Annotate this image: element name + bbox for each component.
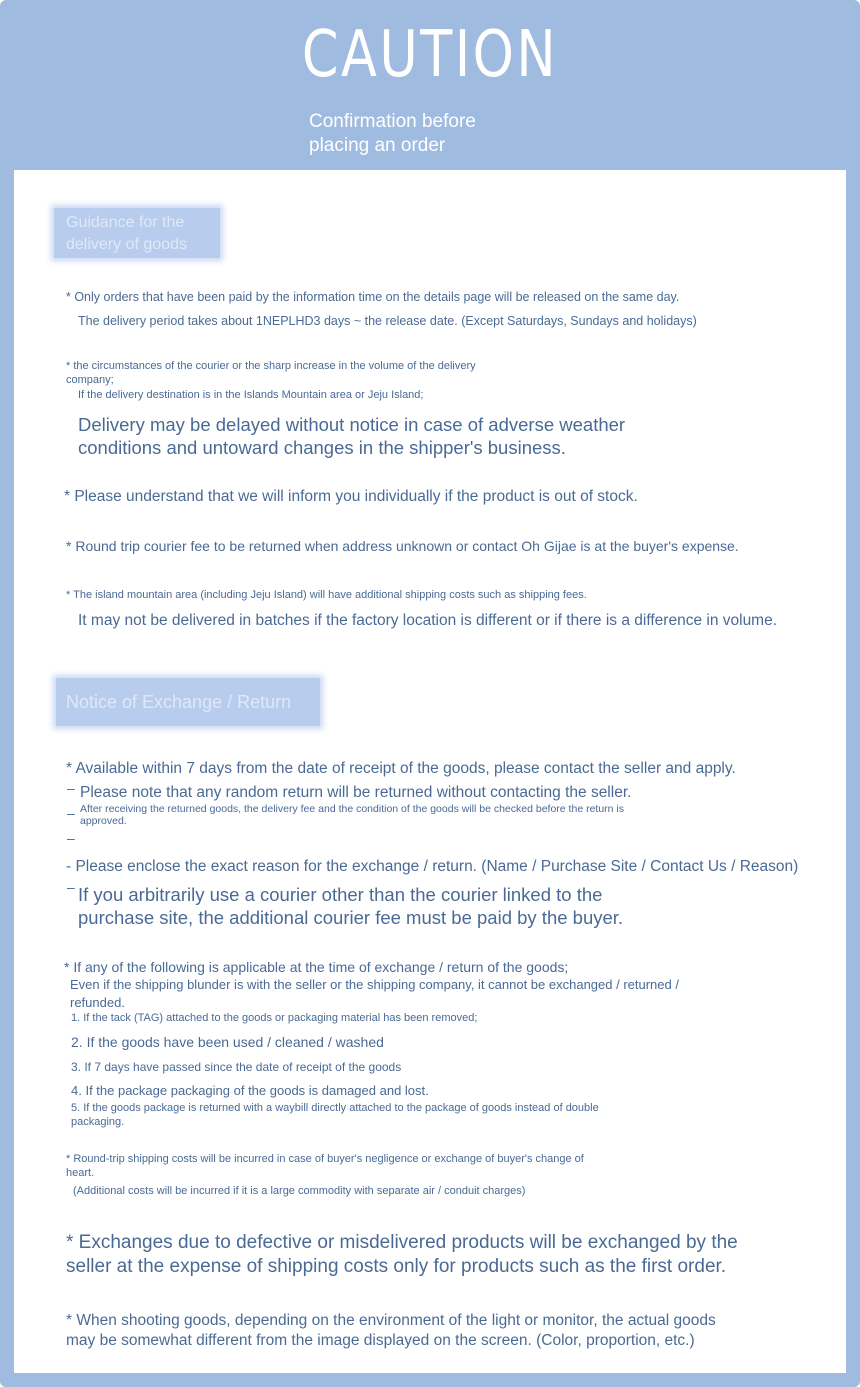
dash-marker-4: – [67, 879, 75, 895]
exchange-photo-note-line-2: may be somewhat different from the image displayed on the screen. (Color, proportion, etc.) [66, 1332, 695, 1349]
delivery-item-2-emphasis-line-2: conditions and untoward changes in the shipper's business. [78, 437, 566, 458]
exchange-item-1: * Available within 7 days from the date of receipt of the goods, please contact the seller and apply. [66, 760, 736, 777]
delivery-section-heading [54, 208, 220, 258]
exchange-photo-note-line-1: * When shooting goods, depending on the environment of the light or monitor, the actual goods [66, 1312, 716, 1329]
exchange-conditions-note-line-2: refunded. [70, 995, 125, 1010]
delivery-heading-line-2: delivery of goods [66, 236, 187, 253]
delivery-item-2-emphasis-line-1: Delivery may be delayed without notice in case of adverse weather [78, 414, 626, 435]
subtitle-line-1: Confirmation before [309, 111, 476, 132]
page-title: CAUTION [301, 18, 559, 92]
exchange-conditions-intro: * If any of the following is applicable at the time of exchange / return of the goods; [64, 959, 569, 975]
subtitle-line-2: placing an order [309, 135, 446, 156]
exchange-item-3-line-1: After receiving the returned goods, the delivery fee and the condition of the goods will be checked before the return is [80, 803, 625, 815]
page-subtitle [309, 110, 476, 158]
delivery-item-2-line-1: * the circumstances of the courier or the sharp increase in the volume of the delivery [66, 360, 476, 372]
delivery-item-1-line-2: The delivery period takes about 1NEPLHD3 days ~ the release date. (Except Saturdays, Sundays and holidays) [78, 314, 697, 328]
exchange-condition-3: 3. If 7 days have passed since the date of receipt of the goods [71, 1060, 402, 1074]
exchange-section-heading: Notice of Exchange / Return [56, 678, 320, 726]
dash-marker-2: – [67, 805, 75, 821]
exchange-condition-1: 1. If the tack (TAG) attached to the goods or packaging material has been removed; [71, 1012, 478, 1024]
exchange-shipping-cost-line-2: heart. [66, 1167, 95, 1179]
exchange-condition-4: 4. If the package packaging of the goods is damaged and lost. [71, 1083, 429, 1098]
exchange-item-5-line-1: If you arbitrarily use a courier other than the courier linked to the [78, 884, 603, 905]
exchange-item-2: Please note that any random return will be returned without contacting the seller. [80, 784, 632, 801]
exchange-item-4: - Please enclose the exact reason for the exchange / return. (Name / Purchase Site / Contact Us / Reason) [66, 858, 799, 875]
delivery-heading-line-1: Guidance for the [66, 214, 185, 231]
delivery-item-1-line-1: * Only orders that have been paid by the information time on the details page will be released on the same day. [66, 290, 680, 304]
exchange-conditions-note-line-1: Even if the shipping blunder is with the seller or the shipping company, it cannot be exchanged / returned / [70, 977, 679, 992]
exchange-defect-line-2: seller at the expense of shipping costs only for products such as the first order. [66, 1256, 727, 1277]
exchange-defect-line-1: * Exchanges due to defective or misdelivered products will be exchanged by the [66, 1232, 738, 1253]
delivery-item-5-line-1: * The island mountain area (including Jeju Island) will have additional shipping costs such as shipping fees. [66, 589, 587, 601]
exchange-item-3-line-2: approved. [80, 815, 127, 827]
delivery-item-2-line-2: company; [66, 374, 114, 386]
exchange-shipping-cost-line-1: * Round-trip shipping costs will be incurred in case of buyer's negligence or exchange of buyer's change of [66, 1153, 584, 1165]
delivery-item-4: * Round trip courier fee to be returned when address unknown or contact Oh Gijae is at the buyer's expense. [66, 538, 739, 554]
exchange-shipping-cost-line-3: (Additional costs will be incurred if it is a large commodity with separate air / conduit charges) [73, 1185, 526, 1197]
exchange-condition-5-line-1: 5. If the goods package is returned with a waybill directly attached to the package of goods instead of double [71, 1102, 599, 1114]
exchange-condition-5-line-2: packaging. [71, 1116, 125, 1128]
dash-marker-3: – [67, 830, 75, 846]
exchange-condition-2: 2. If the goods have been used / cleaned / washed [71, 1034, 384, 1050]
exchange-item-5-line-2: purchase site, the additional courier fee must be paid by the buyer. [78, 907, 624, 928]
dash-marker-1: – [67, 780, 75, 796]
delivery-item-2-line-3: If the delivery destination is in the Islands Mountain area or Jeju Island; [78, 389, 424, 401]
delivery-item-3: * Please understand that we will inform you individually if the product is out of stock. [64, 488, 638, 505]
delivery-item-5-line-2: It may not be delivered in batches if the factory location is different or if there is a difference in volume. [78, 612, 778, 629]
